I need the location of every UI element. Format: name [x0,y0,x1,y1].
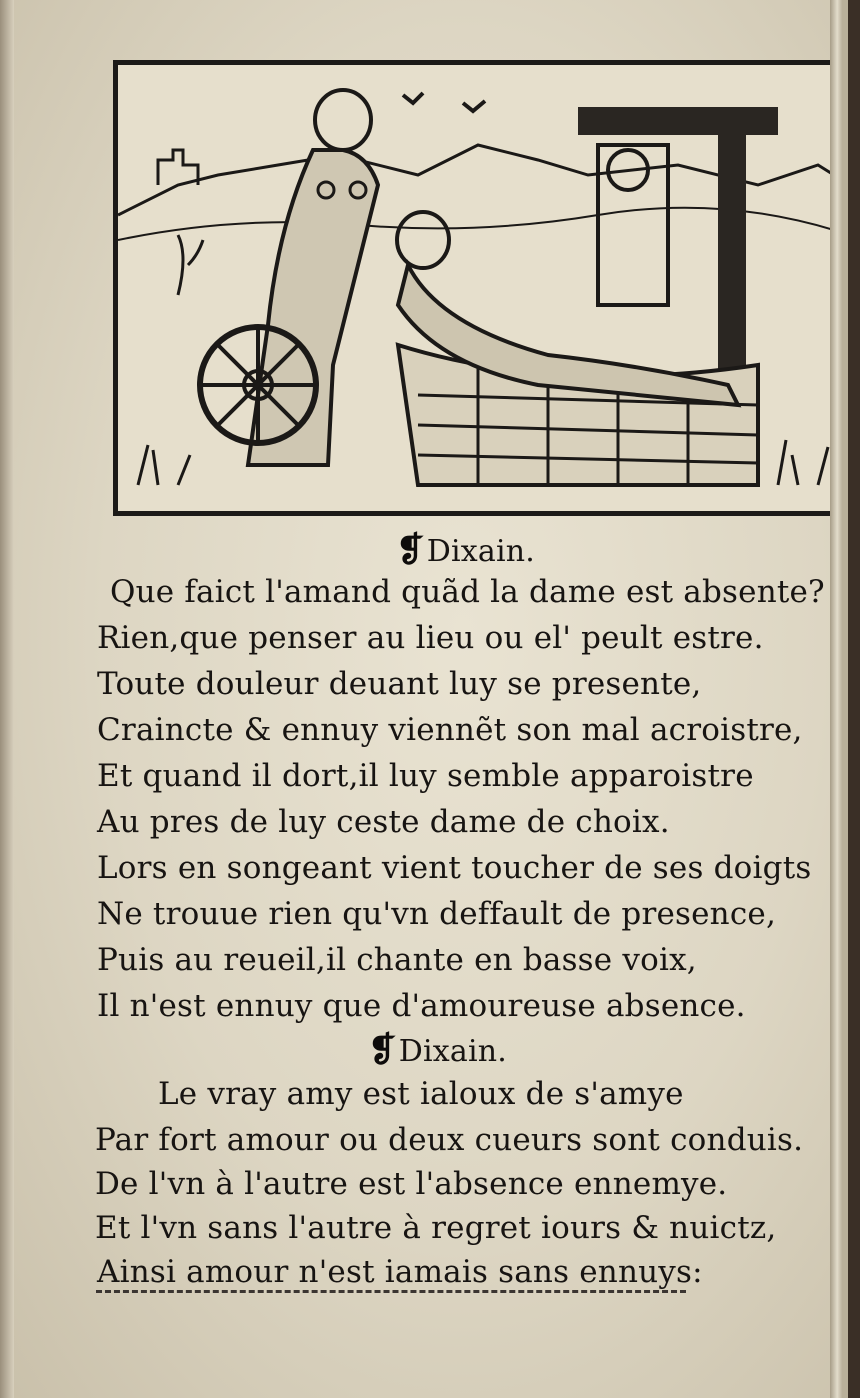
underline-rule [96,1290,686,1293]
pilcrow-icon: ❡ [396,530,425,570]
poem2-heading-text: Dixain. [398,1034,508,1069]
poem1-heading-text: Dixain. [426,534,536,569]
poem1-line: Que faict l'amand quãd la dame est absente? [110,574,825,610]
poem2-line: Ainsi amour n'est iamais sans ennuys: [97,1254,703,1290]
poem1-line: Et quand il dort,il luy semble apparoistre [97,758,754,794]
poem1-heading [396,530,535,572]
poem1-line: Rien,que penser au lieu ou el' peult estre. [97,620,764,656]
poem1-line: Craincte & ennuy viennẽt son mal acroistre, [97,712,803,748]
poem1-line: Toute douleur deuant luy se presente, [97,666,702,702]
poem1-line: Au pres de luy ceste dame de choix. [97,804,670,840]
poem1-line: Il n'est ennuy que d'amoureuse absence. [97,988,746,1024]
poem2-line: De l'vn à l'autre est l'absence ennemye. [95,1166,728,1202]
poem1-line: Puis au reueil,il chante en basse voix, [97,942,697,978]
page-right-edge [830,0,842,1398]
poem1-line: Lors en songeant vient toucher de ses doigts [97,850,812,886]
poem1-line: Ne trouue rien qu'vn deffault de presence, [97,896,777,932]
poem2-line: Et l'vn sans l'autre à regret iours & nuictz, [95,1210,777,1246]
poem2-heading [368,1030,507,1072]
poem2-line: Le vray amy est ialoux de s'amye [158,1076,684,1112]
poem2-line: Par fort amour ou deux cueurs sont conduis. [95,1122,804,1158]
pilcrow-icon: ❡ [368,1030,397,1070]
